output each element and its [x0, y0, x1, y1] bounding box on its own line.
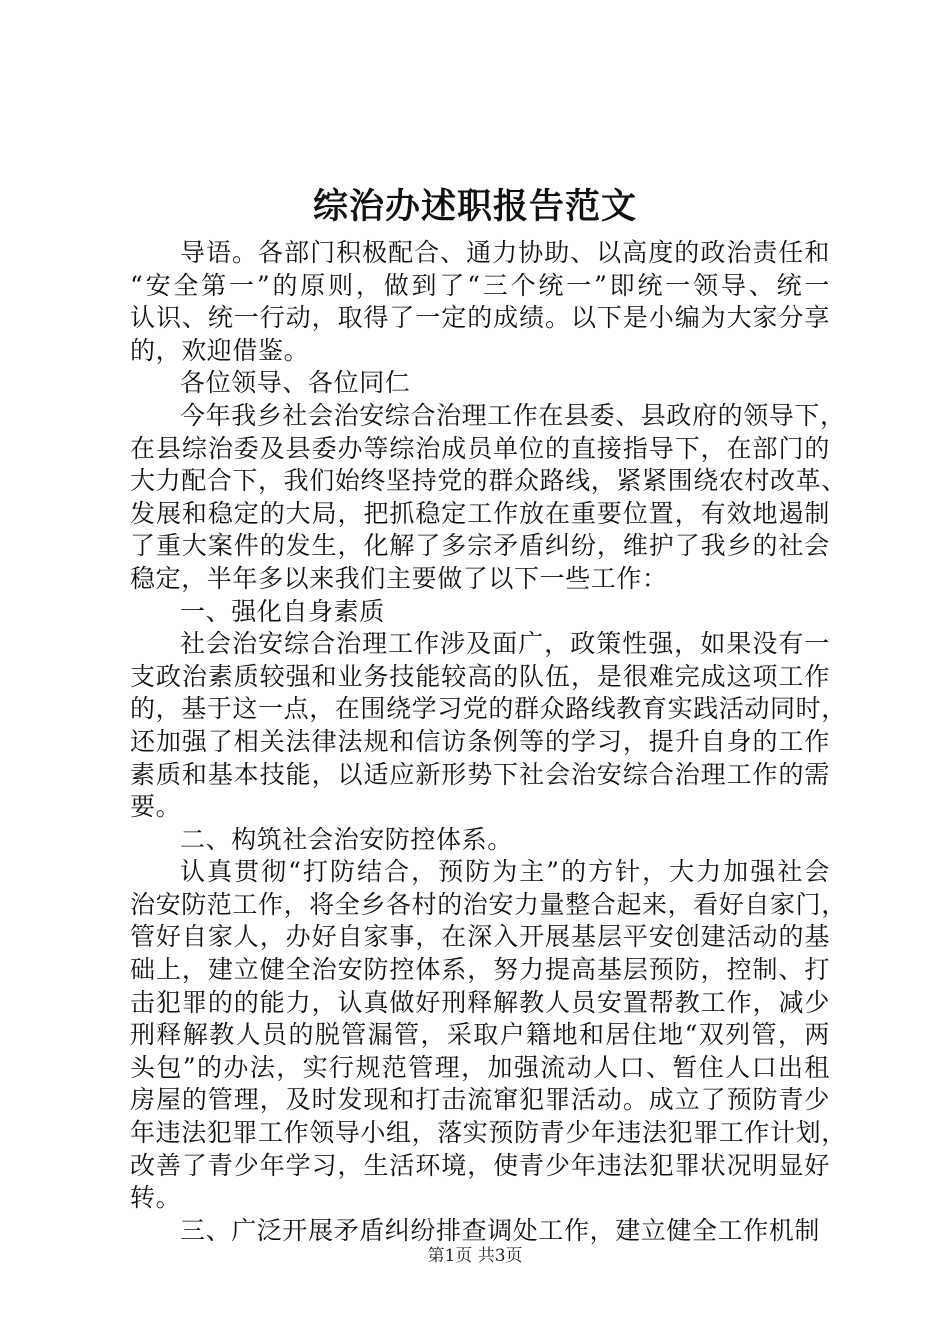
paragraph-line: 支政治素质较强和业务技能较高的队伍，是很难完成这项工作 [130, 661, 830, 691]
paragraph-line: 还加强了相关法律法规和信访条例等的学习，提升自身的工作 [130, 726, 830, 756]
paragraph-line: 房屋的管理，及时发现和打击流窜犯罪活动。成立了预防青少 [130, 1085, 830, 1115]
paragraph-line: 转。 [130, 1183, 182, 1213]
paragraph-line: 稳定，半年多以来我们主要做了以下一些工作： [130, 563, 668, 593]
paragraph-line: 在县综治委及县委办等综治成员单位的直接指导下，在部门的 [130, 433, 830, 463]
paragraph-line: 发展和稳定的大局，把抓稳定工作放在重要位置，有效地遏制 [130, 498, 830, 528]
paragraph-line: 今年我乡社会治安综合治理工作在县委、县政府的领导下， [180, 400, 846, 430]
paragraph-line: 头包”的办法，实行规范管理，加强流动人口、暂住人口出租 [130, 1052, 830, 1082]
document-body [130, 237, 847, 1247]
paragraph-line: 了重大案件的发生，化解了多宗矛盾纠纷，维护了我乡的社会 [130, 531, 830, 561]
paragraph-line: 的，基于这一点，在围绕学习党的群众路线教育实践活动同时， [130, 694, 847, 724]
paragraph-line: “安全第一”的原则，做到了“三个统一”即统一领导、统一 [130, 270, 830, 300]
paragraph-line: 刑释解教人员的脱管漏管，采取户籍地和居住地“双列管，两 [130, 1020, 830, 1050]
paragraph-line: 大力配合下，我们始终坚持党的群众路线，紧紧围绕农村改革、 [130, 466, 847, 496]
section-heading: 三、广泛开展矛盾纠纷排查调处工作，建立健全工作机制 [180, 1215, 821, 1245]
paragraph-line: 的，欢迎借鉴。 [130, 335, 310, 365]
section-heading: 一、强化自身素质 [180, 596, 385, 626]
paragraph-line: 认识、统一行动，取得了一定的成绩。以下是小编为大家分享 [130, 303, 830, 333]
salutation-line: 各位领导、各位同仁 [180, 368, 411, 398]
paragraph-line: 击犯罪的的能力，认真做好刑释解教人员安置帮教工作，减少 [130, 987, 830, 1017]
paragraph-line: 导语。各部门积极配合、通力协助、以高度的政治责任和 [180, 238, 830, 267]
paragraph-line: 年违法犯罪工作领导小组，落实预防青少年违法犯罪工作计划， [130, 1118, 847, 1148]
page-number: 第1页 共3页 [427, 1246, 523, 1266]
paragraph-line: 要。 [130, 792, 182, 822]
paragraph-line: 础上，建立健全治安防控体系，努力提高基层预防，控制、打 [130, 955, 830, 985]
document-title: 综治办述职报告范文 [312, 186, 637, 227]
paragraph-line: 认真贯彻“打防结合，预防为主”的方针，大力加强社会 [180, 857, 830, 887]
paragraph-line: 管好自家人，办好自家事，在深入开展基层平安创建活动的基 [130, 922, 830, 952]
paragraph-line: 改善了青少年学习，生活环境，使青少年违法犯罪状况明显好 [130, 1150, 830, 1180]
paragraph-line: 治安防范工作，将全乡各村的治安力量整合起来，看好自家门， [130, 889, 847, 919]
paragraph-line: 素质和基本技能，以适应新形势下社会治安综合治理工作的需 [130, 759, 830, 789]
section-heading: 二、构筑社会治安防控体系。 [180, 824, 513, 854]
paragraph-line: 社会治安综合治理工作涉及面广，政策性强，如果没有一 [180, 629, 830, 659]
